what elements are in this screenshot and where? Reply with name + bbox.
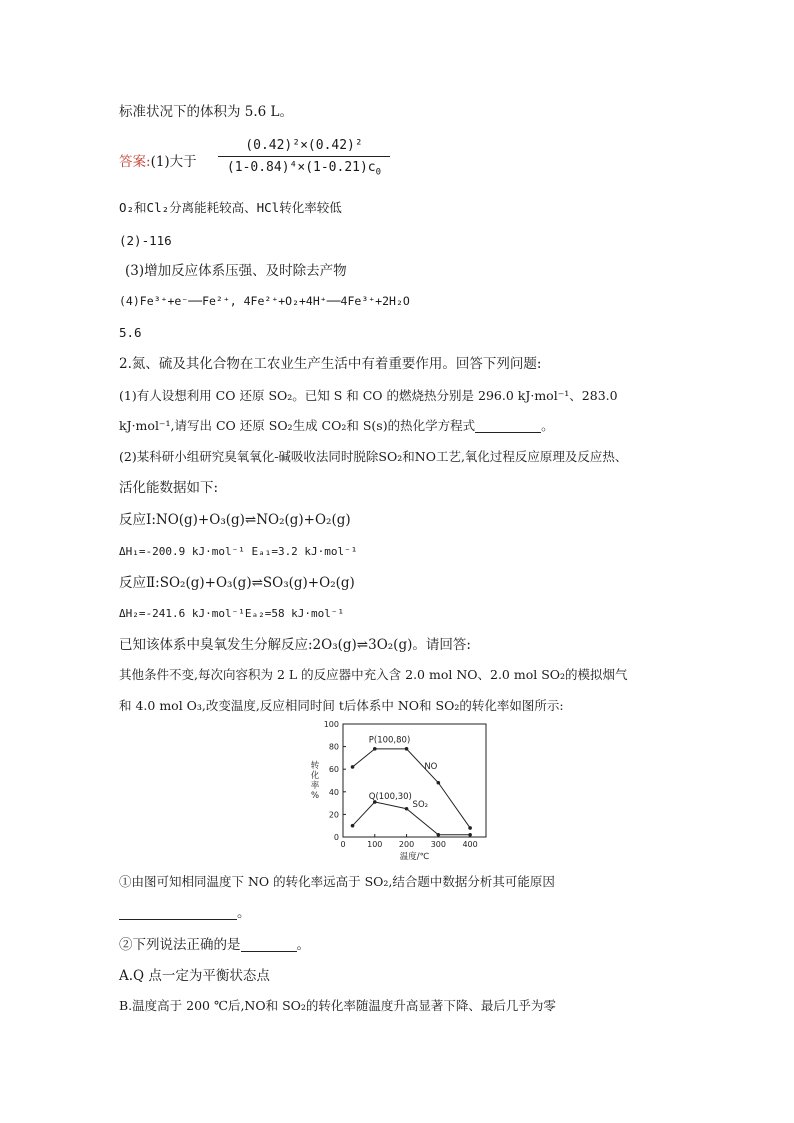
text-line [119, 417, 554, 435]
y-tick-label: 100 [323, 720, 339, 729]
text-line: 5.6 [119, 325, 142, 340]
text-line: 其他条件不变,每次向容积为 2 L 的反应器中充入含 2.0 mol NO、2.0 mol SO₂的模拟烟气 [119, 667, 628, 682]
answer-blank [475, 418, 541, 433]
text-line: (3)增加反应体系压强、及时除去产物 [125, 263, 347, 279]
y-tick-label: 0 [333, 833, 339, 842]
answer-label: 答案: [119, 154, 151, 170]
y-axis-label-char: 转 [310, 761, 320, 771]
reaction-2: 反应Ⅱ:SO₂(g)+O₃(g)⇌SO₃(g)+O₂(g) [119, 575, 355, 591]
text-segment: kJ·mol⁻¹,请写出 CO 还原 SO₂生成 CO₂和 S(s)的热化学方程式 [119, 418, 476, 433]
fraction-numerator: (0.42)²×(0.42)² [245, 138, 363, 153]
text-line: (1)有人设想利用 CO 还原 SO₂。已知 S 和 CO 的燃烧热分别是 296.0 kJ·mol⁻¹、283.0 [119, 388, 618, 403]
y-tick-label: 80 [328, 742, 339, 752]
answer-part1-prefix: (1)大于 [150, 154, 197, 170]
series-line [353, 799, 471, 835]
chart-svg [305, 716, 490, 868]
text-line: (4)Fe³⁺+e⁻──Fe²⁺, 4Fe²⁺+O₂+4H⁺──4Fe³⁺+2H₂O [119, 294, 410, 308]
fraction-denominator [218, 157, 390, 178]
subquestion-2 [119, 936, 310, 954]
text-line: O₂和Cl₂分离能耗较高、HCl转化率较低 [119, 200, 342, 215]
answer-blank [119, 905, 237, 920]
text-line [119, 904, 251, 922]
text-line: 已知该体系中臭氧发生分解反应:2O₃(g)⇌3O₂(g)。请回答: [119, 637, 471, 653]
text-segment: 。 [541, 418, 554, 433]
text-segment: 。 [296, 937, 310, 953]
text-segment: 。 [237, 905, 251, 921]
data-point [373, 747, 377, 751]
text-segment: ②下列说法正确的是 [119, 937, 241, 953]
data-point [468, 826, 472, 830]
data-point [437, 781, 441, 785]
answer-line [119, 153, 197, 171]
y-axis-label-char: % [310, 791, 320, 801]
y-axis-label-char: 化 [310, 771, 320, 781]
option-b: B.温度高于 200 ℃后,NO和 SO₂的转化率随温度升高显著下降、最后几乎为零 [119, 998, 556, 1013]
y-tick-label: 20 [328, 810, 339, 820]
text-line: (2)-116 [119, 233, 172, 248]
text-line: 标准状况下的体积为 5.6 L。 [119, 104, 294, 120]
fraction-denominator-sub: 0 [375, 167, 382, 178]
option-a: A.Q 点一定为平衡状态点 [119, 968, 270, 984]
x-tick-label: 300 [430, 840, 446, 849]
data-point [405, 807, 409, 811]
y-axis-label-char: 率 [310, 781, 320, 791]
text-line: 和 4.0 mol O₃,改变温度,反应相同时间 t后体系中 NO和 SO₂的转化率如图所示: [119, 698, 564, 713]
data-point [351, 824, 355, 828]
x-tick-label: 100 [367, 840, 383, 849]
data-point [437, 833, 441, 837]
answer-blank [241, 937, 297, 952]
point-annotation: P(100,80) [368, 735, 411, 746]
answer-fraction [218, 138, 390, 178]
point-annotation: Q(100,30) [368, 792, 412, 803]
reaction-1: 反应Ⅰ:NO(g)+O₃(g)⇌NO₂(g)+O₂(g) [119, 512, 351, 528]
data-point [351, 765, 355, 769]
x-tick-label: 400 [462, 840, 478, 849]
x-tick-label: 200 [398, 840, 415, 849]
subquestion-1: ①由图可知相同温度下 NO 的转化率远高于 SO₂,结合题中数据分析其可能原因 [119, 874, 555, 889]
text-line: 活化能数据如下: [119, 480, 219, 496]
question-heading: 2.氮、硫及其化合物在工农业生产生活中有着重要作用。回答下列问题: [119, 356, 542, 372]
fraction-denominator-text: (1-0.84)⁴×(1-0.21)c [226, 160, 376, 175]
reaction-2-data: ΔH₂=-241.6 kJ·mol⁻¹Eₐ₂=58 kJ·mol⁻¹ [119, 607, 345, 620]
conversion-chart [305, 716, 490, 868]
y-tick-label: 60 [328, 765, 339, 775]
x-axis-label: 温度/℃ [399, 852, 430, 862]
text-line: (2)某科研小组研究臭氧氧化-碱吸收法同时脱除SO₂和NO工艺,氧化过程反应原理及反应热、 [119, 449, 628, 464]
data-point [468, 833, 472, 837]
series-label: SO₂ [412, 799, 429, 810]
reaction-1-data: ΔH₁=-200.9 kJ·mol⁻¹ Eₐ₁=3.2 kJ·mol⁻¹ [119, 545, 358, 558]
series-label: NO [424, 761, 438, 772]
data-point [405, 747, 409, 751]
x-tick-label: 0 [340, 840, 346, 849]
series-line [353, 749, 471, 828]
y-tick-label: 40 [328, 787, 339, 797]
